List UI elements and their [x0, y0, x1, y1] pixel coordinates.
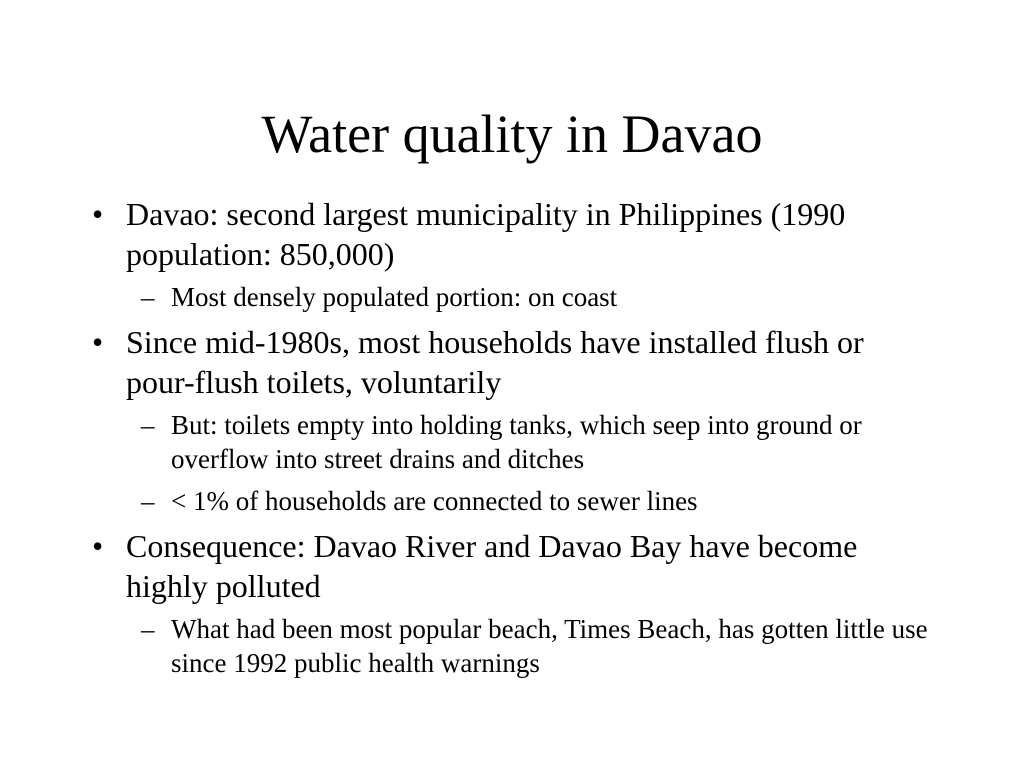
bullet-list: [88, 194, 928, 688]
sub-bullet-marker: –: [141, 614, 155, 644]
sub-bullet-list: [126, 408, 928, 518]
slide-title: Water quality in Davao: [261, 104, 763, 164]
sub-bullet-text: < 1% of households are connected to sewer lines: [171, 486, 698, 516]
bullet-marker: •: [92, 324, 104, 360]
bullet-marker: •: [92, 196, 104, 232]
sub-bullet-item: [126, 484, 928, 518]
bullet-text: Consequence: Davao River and Davao Bay have become highly polluted: [126, 528, 858, 604]
bullet-text: Since mid-1980s, most households have installed flush or pour-flush toilets, voluntarily: [126, 324, 864, 400]
sub-bullet-text: But: toilets empty into holding tanks, which seep into ground or overflow into street drains and ditches: [171, 410, 862, 474]
sub-bullet-list: [126, 280, 928, 314]
sub-bullet-text: What had been most popular beach, Times Beach, has gotten little use since 1992 public health warnings: [171, 614, 928, 678]
bullet-item: [88, 194, 928, 314]
sub-bullet-marker: –: [141, 282, 155, 312]
sub-bullet-item: [126, 408, 928, 476]
bullet-item: [88, 526, 928, 680]
bullet-text: Davao: second largest municipality in Philippines (1990 population: 850,000): [126, 196, 846, 272]
sub-bullet-text: Most densely populated portion: on coast: [171, 282, 618, 312]
sub-bullet-item: [126, 280, 928, 314]
bullet-item: [88, 322, 928, 518]
sub-bullet-list: [126, 612, 928, 680]
sub-bullet-item: [126, 612, 928, 680]
sub-bullet-marker: –: [141, 486, 155, 516]
bullet-marker: •: [92, 528, 104, 564]
sub-bullet-marker: –: [141, 410, 155, 440]
